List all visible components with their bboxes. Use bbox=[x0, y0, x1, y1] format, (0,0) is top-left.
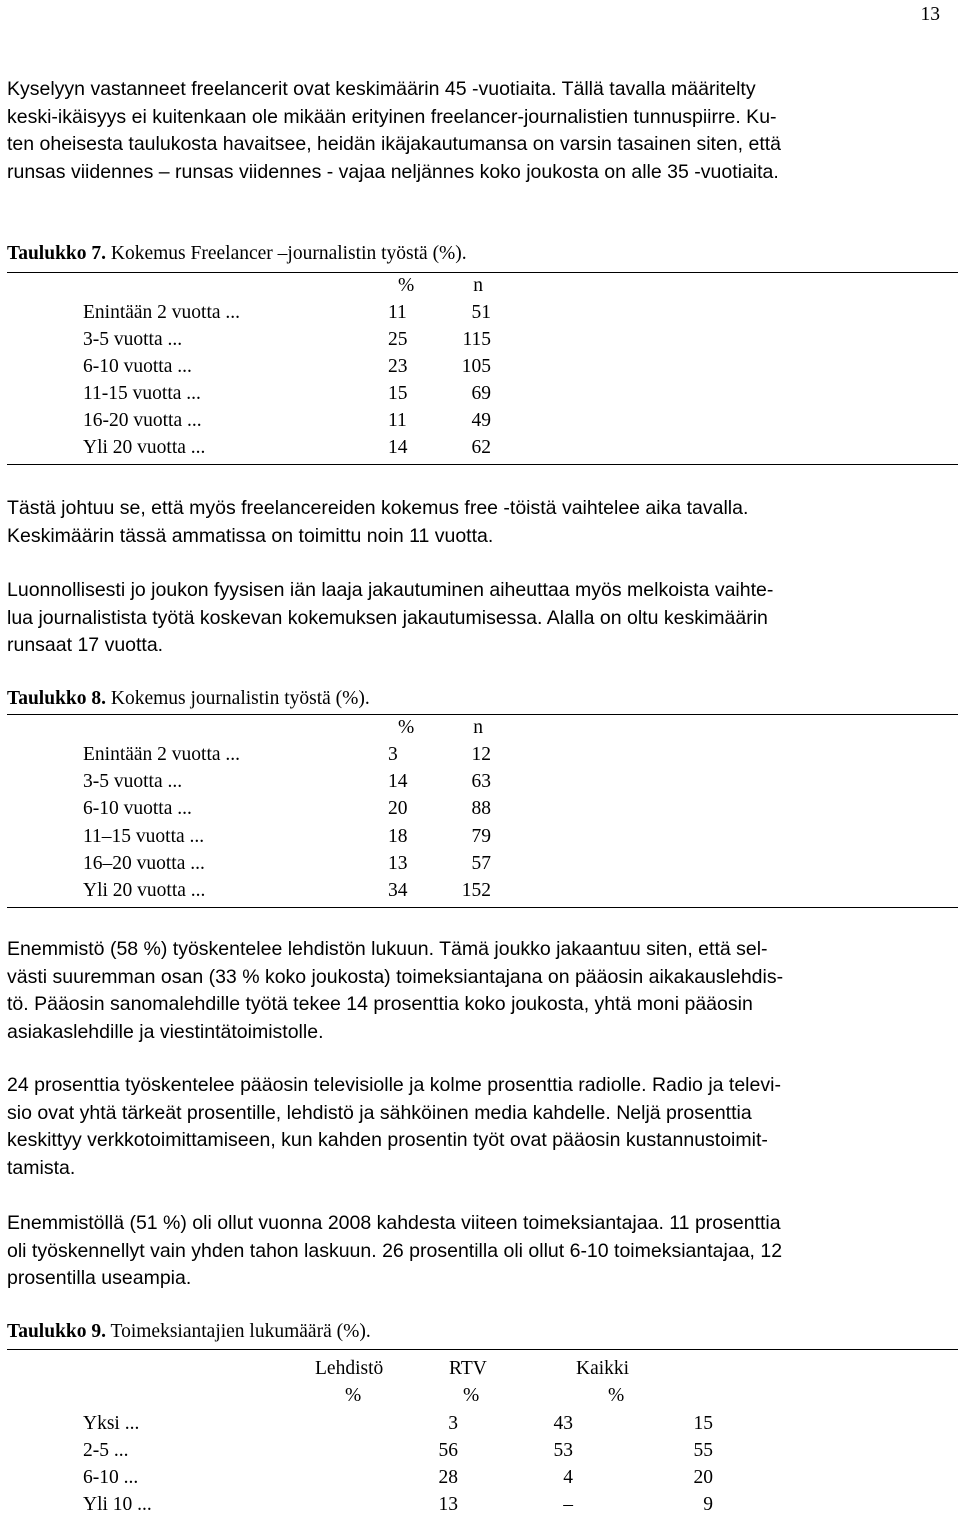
table9-col-kaikki: Kaikki bbox=[576, 1358, 630, 1379]
row-pct: 25 bbox=[388, 329, 408, 350]
row-pct: 34 bbox=[388, 880, 408, 901]
row-pct: 3 bbox=[388, 744, 398, 765]
table9-header bbox=[83, 1355, 643, 1382]
table-row bbox=[83, 1491, 713, 1518]
table-row bbox=[83, 1464, 713, 1491]
row-n: 12 bbox=[471, 744, 491, 765]
row-pct: 23 bbox=[388, 356, 408, 377]
table-row bbox=[83, 434, 503, 461]
row-rtv: 4 bbox=[563, 1467, 573, 1488]
table8-bottom-rule bbox=[7, 907, 958, 908]
text-line: prosentilla useampia. bbox=[7, 1267, 192, 1289]
row-pct: 20 bbox=[388, 798, 408, 819]
table9-caption-label: Taulukko 9. bbox=[7, 1321, 107, 1342]
table8-col-pct: % bbox=[398, 717, 415, 738]
page-number: 13 bbox=[920, 4, 940, 25]
table-row bbox=[83, 795, 503, 822]
row-lehdisto: 28 bbox=[438, 1467, 458, 1488]
paragraph-experience bbox=[7, 495, 748, 550]
row-n: 63 bbox=[471, 771, 491, 792]
table-row bbox=[83, 353, 503, 380]
table7-caption-text: Kokemus Freelancer –journalistin työstä (%). bbox=[106, 243, 467, 264]
row-rtv: 53 bbox=[553, 1440, 573, 1461]
text-line: asiakaslehdille ja viestintätoimistolle. bbox=[7, 1020, 324, 1043]
text-line: tö. Pääosin sanomalehdille työtä tekee 14 prosenttia koko joukosta, yhtä moni pääosin bbox=[7, 993, 753, 1015]
table-row bbox=[83, 407, 503, 434]
row-label: Yksi ... bbox=[83, 1413, 140, 1434]
row-pct: 11 bbox=[388, 410, 407, 431]
row-label: Enintään 2 vuotta ... bbox=[83, 744, 241, 765]
table-row bbox=[83, 1410, 713, 1437]
row-lehdisto: 3 bbox=[448, 1413, 458, 1434]
row-pct: 13 bbox=[388, 853, 408, 874]
row-n: 105 bbox=[461, 356, 491, 377]
row-lehdisto: 56 bbox=[438, 1440, 458, 1461]
row-label: Yli 20 vuotta ... bbox=[83, 880, 206, 901]
table8-header bbox=[83, 714, 503, 741]
table-row bbox=[83, 877, 503, 904]
table9-caption-text: Toimeksiantajien lukumäärä (%). bbox=[106, 1321, 371, 1342]
row-pct: 18 bbox=[388, 826, 408, 847]
text-line: Kyselyyn vastanneet freelancerit ovat keskimäärin 45 -vuotiaita. Tällä tavalla määritelty bbox=[7, 78, 756, 100]
row-rtv: – bbox=[563, 1494, 573, 1515]
row-n: 69 bbox=[471, 383, 491, 404]
text-line: Keskimäärin tässä ammatissa on toimittu noin 11 vuotta. bbox=[7, 524, 494, 547]
row-label: Yli 20 vuotta ... bbox=[83, 437, 206, 458]
table7-bottom-rule bbox=[7, 464, 958, 465]
table7-caption-label: Taulukko 7. bbox=[7, 243, 107, 264]
text-line: västi suuremman osan (33 % koko joukosta) toimeksiantajana on pääosin aikakauslehdis- bbox=[7, 965, 784, 988]
table8-caption bbox=[7, 688, 370, 710]
table7-col-n: n bbox=[473, 275, 483, 296]
table8-col-n: n bbox=[473, 717, 483, 738]
row-n: 152 bbox=[461, 880, 491, 901]
table-row bbox=[83, 1437, 713, 1464]
text-line: lua journalistista työtä koskevan kokemuksen jakautumisessa. Alalla on oltu keskimäärin bbox=[7, 606, 768, 629]
text-line: Luonnollisesti jo joukon fyysisen iän laaja jakautuminen aiheuttaa myös melkoista vaihte- bbox=[7, 579, 774, 601]
row-kaikki: 20 bbox=[693, 1467, 713, 1488]
row-label: Yli 10 ... bbox=[83, 1494, 152, 1515]
table7-caption bbox=[7, 243, 467, 265]
text-line: runsaat 17 vuotta. bbox=[7, 634, 164, 656]
table8-caption-text: Kokemus journalistin työstä (%). bbox=[106, 688, 370, 709]
row-kaikki: 9 bbox=[703, 1494, 713, 1515]
text-line: oli työskennellyt vain yhden tahon laskuun. 26 prosentilla oli ollut 6-10 toimeksiantajaa, 12 bbox=[7, 1239, 783, 1262]
row-kaikki: 55 bbox=[693, 1440, 713, 1461]
table-row bbox=[83, 850, 503, 877]
row-pct: 11 bbox=[388, 302, 407, 323]
paragraph-journalism-experience bbox=[7, 577, 773, 660]
row-label: Enintään 2 vuotta ... bbox=[83, 302, 241, 323]
text-line: Tästä johtuu se, että myös freelancereiden kokemus free -töistä vaihtelee aika tavalla. bbox=[7, 497, 749, 519]
row-pct: 14 bbox=[388, 437, 408, 458]
row-label: 16–20 vuotta ... bbox=[83, 853, 205, 874]
table-row bbox=[83, 768, 503, 795]
row-kaikki: 15 bbox=[693, 1413, 713, 1434]
table9-units bbox=[83, 1382, 643, 1409]
table-row bbox=[83, 823, 503, 850]
table-row bbox=[83, 741, 503, 768]
row-label: 6-10 vuotta ... bbox=[83, 798, 192, 819]
table9-top-rule bbox=[7, 1349, 958, 1350]
paragraph-tv-radio bbox=[7, 1072, 781, 1182]
paragraph-press bbox=[7, 936, 783, 1046]
text-line: Enemmistöllä (51 %) oli ollut vuonna 2008 kahdesta viiteen toimeksiantajaa. 11 prosenttia bbox=[7, 1212, 781, 1234]
table-row bbox=[83, 299, 503, 326]
row-label: 2-5 ... bbox=[83, 1440, 129, 1461]
text-line: ten oheisesta taulukosta havaitsee, heidän ikäjakautumansa on varsin tasainen siten, että bbox=[7, 133, 782, 155]
text-line: Enemmistö (58 %) työskentelee lehdistön lukuun. Tämä joukko jakaantuu siten, että sel- bbox=[7, 938, 768, 960]
row-n: 88 bbox=[471, 798, 491, 819]
table7-col-pct: % bbox=[398, 275, 415, 296]
row-n: 57 bbox=[471, 853, 491, 874]
row-label: 3-5 vuotta ... bbox=[83, 329, 183, 350]
table7-header bbox=[83, 272, 503, 299]
table9-unit-rtv: % bbox=[463, 1385, 480, 1406]
row-label: 11-15 vuotta ... bbox=[83, 383, 201, 404]
table9-col-rtv: RTV bbox=[449, 1358, 487, 1379]
table-row bbox=[83, 326, 503, 353]
row-label: 6-10 vuotta ... bbox=[83, 356, 192, 377]
row-label: 3-5 vuotta ... bbox=[83, 771, 183, 792]
row-n: 49 bbox=[471, 410, 491, 431]
table8-caption-label: Taulukko 8. bbox=[7, 688, 107, 709]
row-n: 62 bbox=[471, 437, 491, 458]
row-label: 16-20 vuotta ... bbox=[83, 410, 202, 431]
paragraph-age bbox=[7, 76, 781, 186]
text-line: 24 prosenttia työskentelee pääosin televisiolle ja kolme prosenttia radiolle. Radio ja televi- bbox=[7, 1074, 781, 1096]
paragraph-clients bbox=[7, 1210, 782, 1293]
text-line: tamista. bbox=[7, 1156, 76, 1179]
text-line: keskittyy verkkotoimittamiseen, kun kahden prosentin työt ovat pääosin kustannustoimit- bbox=[7, 1129, 768, 1151]
table9-caption bbox=[7, 1321, 371, 1343]
text-line: runsas viidennes – runsas viidennes - vajaa neljännes koko joukosta on alle 35 -vuotiaita. bbox=[7, 160, 779, 183]
table-row bbox=[83, 380, 503, 407]
row-rtv: 43 bbox=[553, 1413, 573, 1434]
row-n: 115 bbox=[462, 329, 491, 350]
row-pct: 15 bbox=[388, 383, 408, 404]
row-label: 6-10 ... bbox=[83, 1467, 139, 1488]
table9-unit-lehdisto: % bbox=[345, 1385, 362, 1406]
row-lehdisto: 13 bbox=[438, 1494, 458, 1515]
table9-col-lehdisto: Lehdistö bbox=[315, 1358, 384, 1379]
row-pct: 14 bbox=[388, 771, 408, 792]
text-line: sio ovat yhtä tärkeät prosentille, lehdistö ja sähköinen media kahdelle. Neljä prosenttia bbox=[7, 1101, 752, 1124]
text-line: keski-ikäisyys ei kuitenkaan ole mikään erityinen freelancer-journalistien tunnuspiirre. Ku- bbox=[7, 105, 777, 128]
row-n: 51 bbox=[471, 302, 491, 323]
table9-unit-kaikki: % bbox=[608, 1385, 625, 1406]
row-label: 11–15 vuotta ... bbox=[83, 826, 205, 847]
row-n: 79 bbox=[471, 826, 491, 847]
